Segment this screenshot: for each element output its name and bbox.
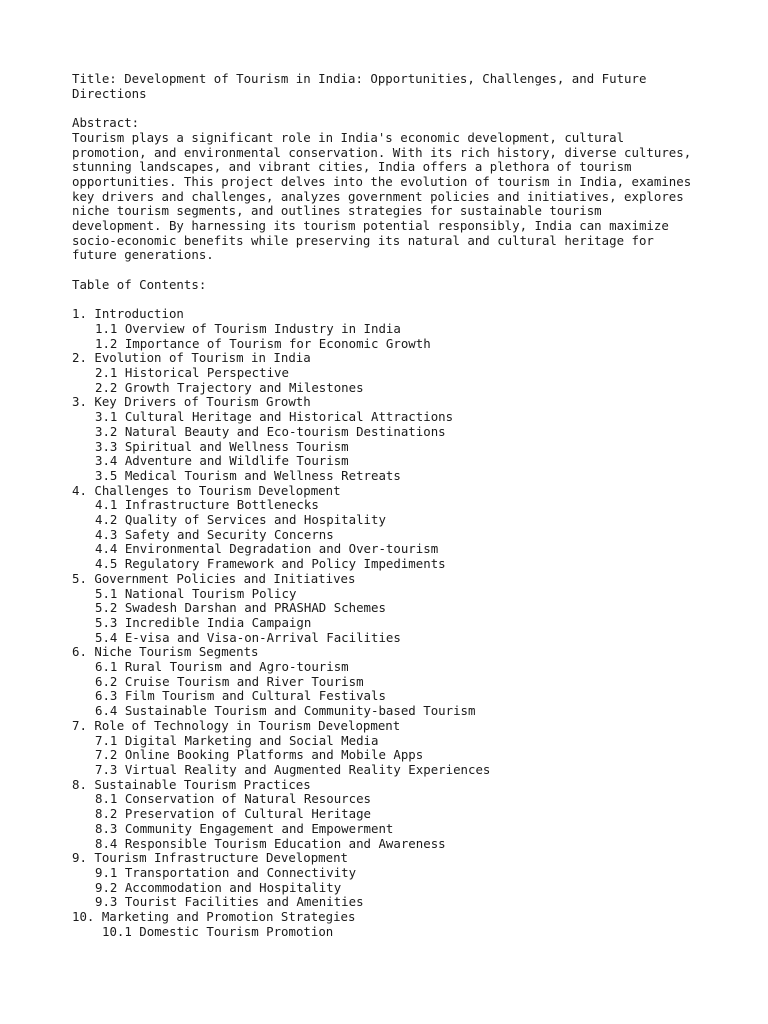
- toc-section: 2. Evolution of Tourism in India: [72, 350, 311, 366]
- toc-section: 4. Challenges to Tourism Development: [72, 482, 341, 498]
- toc-subsection: 6.3 Film Tourism and Cultural Festivals: [95, 688, 386, 704]
- toc-subsection: 3.5 Medical Tourism and Wellness Retreats: [95, 467, 401, 483]
- toc-subsection: 7.3 Virtual Reality and Augmented Reality Experiences: [95, 762, 491, 777]
- toc-subsection: 3.1 Cultural Heritage and Historical Attractions: [95, 409, 454, 425]
- spacer: [72, 293, 708, 308]
- toc-subsection: 6.1 Rural Tourism and Agro-tourism: [95, 659, 349, 675]
- toc-subsection: 4.3 Safety and Security Concerns: [95, 526, 334, 542]
- toc-subsection: 8.2 Preservation of Cultural Heritage: [95, 806, 372, 822]
- toc-section: 8. Sustainable Tourism Practices: [72, 776, 311, 792]
- toc-subsection: 2.1 Historical Perspective: [95, 365, 289, 381]
- toc-subsection: 3.4 Adventure and Wildlife Tourism: [95, 453, 349, 469]
- toc-subsection: 5.4 E-visa and Visa-on-Arrival Facilities: [95, 629, 401, 645]
- title-line: Directions: [72, 85, 147, 101]
- abstract-line: Tourism plays a significant role in India's economic development, cultural: [72, 129, 625, 145]
- toc-subsection: 8.3 Community Engagement and Empowerment: [95, 820, 394, 836]
- abstract-line: opportunities. This project delves into the evolution of tourism in India, examines: [72, 173, 692, 189]
- abstract-line: future generations.: [72, 247, 214, 263]
- title-line: Title: Development of Tourism in India: Opportunities, Challenges, and Future: [72, 71, 647, 86]
- toc-section: 3. Key Drivers of Tourism Growth: [72, 394, 311, 410]
- toc-heading: Table of Contents:: [72, 276, 207, 292]
- toc-section: 5. Government Policies and Initiatives: [72, 570, 356, 586]
- abstract-line: development. By harnessing its tourism potential responsibly, India can maximize: [72, 218, 669, 234]
- document-body: [72, 72, 708, 939]
- toc-subsection: 6.2 Cruise Tourism and River Tourism: [95, 673, 364, 689]
- toc-subsection: 7.2 Online Booking Platforms and Mobile Apps: [95, 747, 424, 763]
- toc-subsection: 2.2 Growth Trajectory and Milestones: [95, 379, 364, 395]
- toc-subsection: 4.5 Regulatory Framework and Policy Impediments: [95, 556, 446, 572]
- toc-section: 9. Tourism Infrastructure Development: [72, 850, 349, 866]
- abstract-line: niche tourism segments, and outlines strategies for sustainable tourism: [72, 203, 602, 219]
- toc-subsection: 5.3 Incredible India Campaign: [95, 614, 312, 630]
- toc-subsection: 4.2 Quality of Services and Hospitality: [95, 512, 386, 528]
- spacer: [72, 101, 708, 116]
- table-of-contents: [72, 307, 708, 939]
- toc-subsection: 1.1 Overview of Tourism Industry in India: [95, 320, 401, 336]
- toc-subsection: 4.1 Infrastructure Bottlenecks: [95, 497, 319, 513]
- abstract-line: promotion, and environmental conservation. With its rich history, diverse cultures,: [72, 144, 692, 160]
- toc-section: 10. Marketing and Promotion Strategies: [72, 909, 356, 925]
- toc-subsection: 5.1 National Tourism Policy: [95, 585, 297, 601]
- abstract-line: socio-economic benefits while preserving its natural and cultural heritage for: [72, 232, 654, 248]
- toc-subsection: 9.1 Transportation and Connectivity: [95, 864, 357, 880]
- toc-section: 1. Introduction: [72, 306, 184, 322]
- toc-subsection: 5.2 Swadesh Darshan and PRASHAD Schemes: [95, 600, 386, 616]
- toc-subsection: 8.4 Responsible Tourism Education and Awareness: [95, 835, 446, 851]
- toc-subsection: 3.3 Spiritual and Wellness Tourism: [95, 438, 349, 454]
- toc-subsection: 1.2 Importance of Tourism for Economic Growth: [95, 335, 431, 351]
- toc-subsection: 8.1 Conservation of Natural Resources: [95, 791, 372, 807]
- abstract-text: [72, 131, 708, 263]
- abstract-line: key drivers and challenges, analyzes government policies and initiatives, explores: [72, 188, 684, 204]
- toc-subsection: 6.4 Sustainable Tourism and Community-based Tourism: [95, 703, 476, 719]
- abstract-line: stunning landscapes, and vibrant cities, India offers a plethora of tourism: [72, 159, 632, 175]
- toc-subsection: 4.4 Environmental Degradation and Over-tourism: [95, 541, 439, 557]
- toc-subsection: 10.1 Domestic Tourism Promotion: [102, 923, 334, 939]
- toc-subsection: 9.3 Tourist Facilities and Amenities: [95, 894, 364, 910]
- toc-section: 6. Niche Tourism Segments: [72, 644, 259, 660]
- toc-section: 7. Role of Technology in Tourism Development: [72, 717, 401, 733]
- abstract-heading: Abstract:: [72, 115, 140, 131]
- document-title: [72, 72, 708, 101]
- toc-subsection: 7.1 Digital Marketing and Social Media: [95, 732, 379, 748]
- toc-subsection: 3.2 Natural Beauty and Eco-tourism Destinations: [95, 423, 446, 439]
- spacer: [72, 263, 708, 278]
- toc-subsection: 9.2 Accommodation and Hospitality: [95, 879, 342, 895]
